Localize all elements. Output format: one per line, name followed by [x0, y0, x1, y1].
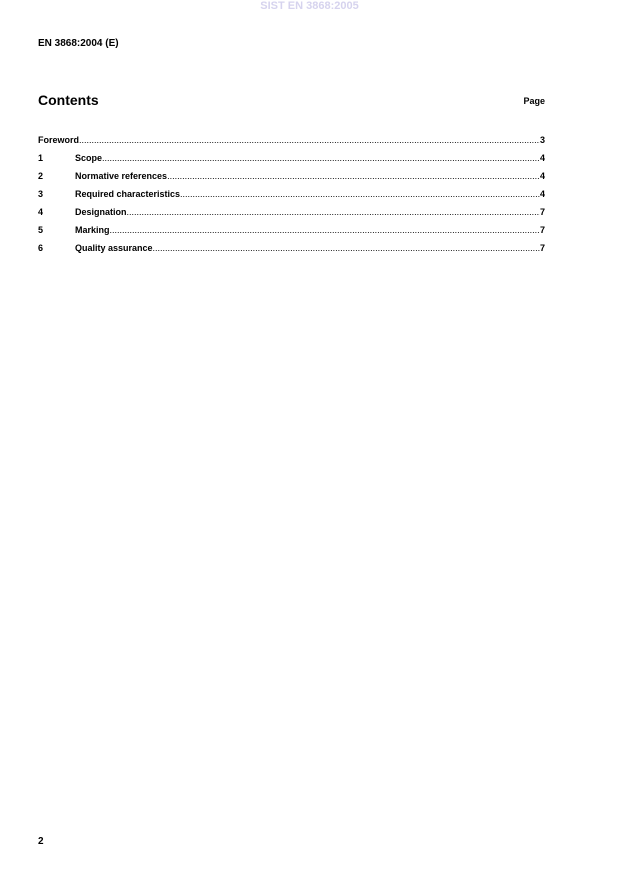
toc-entry-number: 4: [38, 207, 44, 217]
toc-entry-page: 7: [539, 207, 545, 217]
toc-dot-leader: [167, 170, 540, 182]
toc-entry-quality-assurance[interactable]: [38, 242, 545, 260]
toc-entry-page: 4: [539, 153, 545, 163]
toc-entry-number: 2: [38, 171, 44, 181]
toc-entry-required-characteristics[interactable]: [38, 188, 545, 206]
toc-entry-foreword[interactable]: [38, 134, 545, 152]
toc-dot-leader: [110, 224, 540, 236]
toc-entry-number: 5: [38, 225, 44, 235]
page-column-label: Page: [523, 96, 545, 106]
toc-entry-title: Quality assurance: [75, 243, 153, 253]
contents-title: Contents: [38, 92, 99, 108]
toc-entry-normative-references[interactable]: [38, 170, 545, 188]
toc-entry-page: 4: [539, 189, 545, 199]
toc-entry-page: 4: [539, 171, 545, 181]
toc-entry-page: 7: [539, 243, 545, 253]
toc-entry-title: Foreword: [38, 135, 80, 145]
table-of-contents: [38, 134, 545, 260]
toc-dot-leader: [79, 134, 540, 146]
toc-entry-page: 7: [539, 225, 545, 235]
toc-dot-leader: [153, 242, 540, 254]
toc-entry-title: Required characteristics: [75, 189, 181, 199]
toc-entry-title: Marking: [75, 225, 110, 235]
toc-entry-scope[interactable]: [38, 152, 545, 170]
toc-dot-leader: [102, 152, 540, 164]
toc-dot-leader: [127, 206, 540, 218]
toc-dot-leader: [180, 188, 540, 200]
toc-entry-number: 3: [38, 189, 44, 199]
page-number: 2: [38, 836, 44, 847]
contents-header: [38, 92, 545, 110]
toc-entry-page: 3: [539, 135, 545, 145]
toc-entry-title: Scope: [75, 153, 103, 163]
toc-entry-number: 1: [38, 153, 44, 163]
watermark: SIST EN 3868:2005: [260, 0, 359, 12]
toc-entry-number: 6: [38, 243, 44, 253]
toc-entry-title: Normative references: [75, 171, 168, 181]
toc-entry-title: Designation: [75, 207, 127, 217]
document-id: EN 3868:2004 (E): [38, 38, 119, 49]
toc-entry-designation[interactable]: [38, 206, 545, 224]
toc-entry-marking[interactable]: [38, 224, 545, 242]
